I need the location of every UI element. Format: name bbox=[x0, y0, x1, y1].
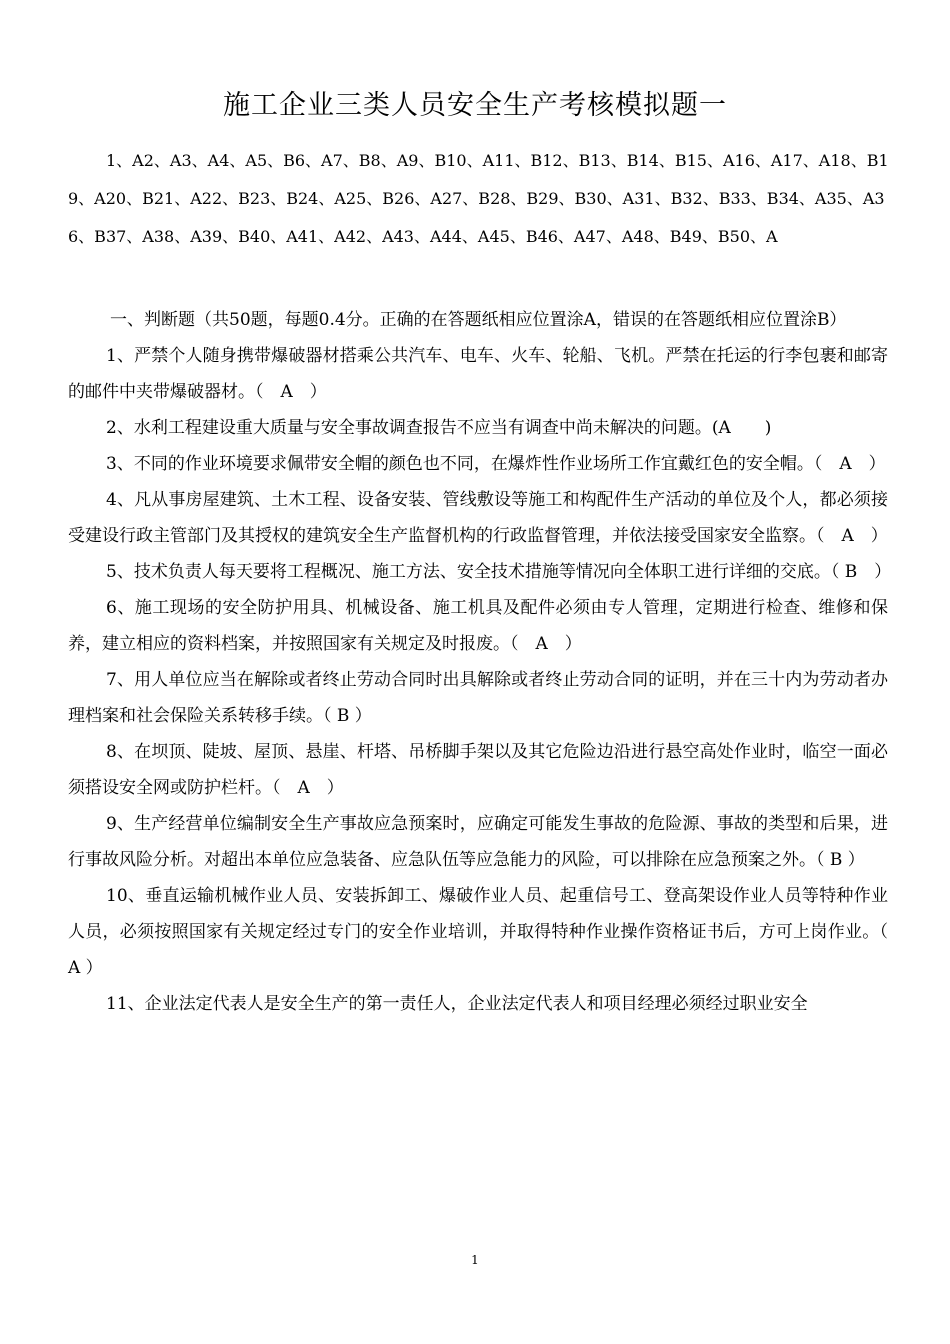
question-section bbox=[68, 302, 905, 1022]
question-item: 10、垂直运输机械作业人员、安装拆卸工、爆破作业人员、起重信号工、登高架设作业人员等特种作业人员，必须按照国家有关规定经过专门的安全作业培训，并取得特种作业操作资格证书后，方可上岗作业。（ A ） bbox=[68, 886, 905, 978]
answer-key: 1、A2、A3、A4、A5、B6、A7、B8、A9、B10、A11、B12、B13、B14、B15、A16、A17、A18、B19、A20、B21、A22、B23、B24、A25、B26、A27、B28、B29、B30、A31、B32、B33、B34、A35、A36、B37、A38、A39、B40、A41、A42、A43、A44、A45、B46、A47、A48、B49、B50、A bbox=[68, 151, 889, 246]
section-heading: 一、判断题（共50题，每题0.4分。正确的在答题纸相应位置涂A，错误的在答题纸相应位置涂B） bbox=[110, 310, 847, 330]
document-title: 施工企业三类人员安全生产考核模拟题一 bbox=[223, 90, 727, 121]
question-item: 3、不同的作业环境要求佩带安全帽的颜色也不同，在爆炸性作业场所工作宜戴红色的安全帽。（ A ） bbox=[106, 454, 886, 474]
question-item: 7、用人单位应当在解除或者终止劳动合同时出具解除或者终止劳动合同的证明，并在三十内为劳动者办理档案和社会保险关系转移手续。（ B ） bbox=[68, 670, 888, 726]
question-item: 5、技术负责人每天要将工程概况、施工方法、安全技术措施等情况向全体职工进行详细的交底。（ B ） bbox=[106, 562, 892, 582]
question-item: 2、水利工程建设重大质量与安全事故调查报告不应当有调查中尚未解决的问题。(A ) bbox=[106, 418, 772, 438]
question-item: 1、严禁个人随身携带爆破器材搭乘公共汽车、电车、火车、轮船、飞机。严禁在托运的行李包裹和邮寄的邮件中夹带爆破器材。（ A ） bbox=[68, 346, 888, 402]
question-item: 11、企业法定代表人是安全生产的第一责任人，企业法定代表人和项目经理必须经过职业安全 bbox=[106, 994, 808, 1014]
question-item: 9、生产经营单位编制安全生产事故应急预案时，应确定可能发生事故的危险源、事故的类型和后果，进行事故风险分析。对超出本单位应急装备、应急队伍等应急能力的风险，可以排除在应急预案之外。（ B ） bbox=[68, 814, 888, 870]
question-item: 6、施工现场的安全防护用具、机械设备、施工机具及配件必须由专人管理，定期进行检查、维修和保养，建立相应的资料档案，并按照国家有关规定及时报废。（ A ） bbox=[68, 598, 888, 654]
page-number: 1 bbox=[471, 1253, 479, 1267]
question-item: 4、凡从事房屋建筑、土木工程、设备安装、管线敷设等施工和构配件生产活动的单位及个人，都必须接受建设行政主管部门及其授权的建筑安全生产监督机构的行政监督管理，并依法接受国家安全监察。（ A ） bbox=[68, 490, 888, 546]
question-item: 8、在坝顶、陡坡、屋顶、悬崖、杆塔、吊桥脚手架以及其它危险边沿进行悬空高处作业时，临空一面必须搭设安全网或防护栏杆。（ A ） bbox=[68, 742, 888, 798]
